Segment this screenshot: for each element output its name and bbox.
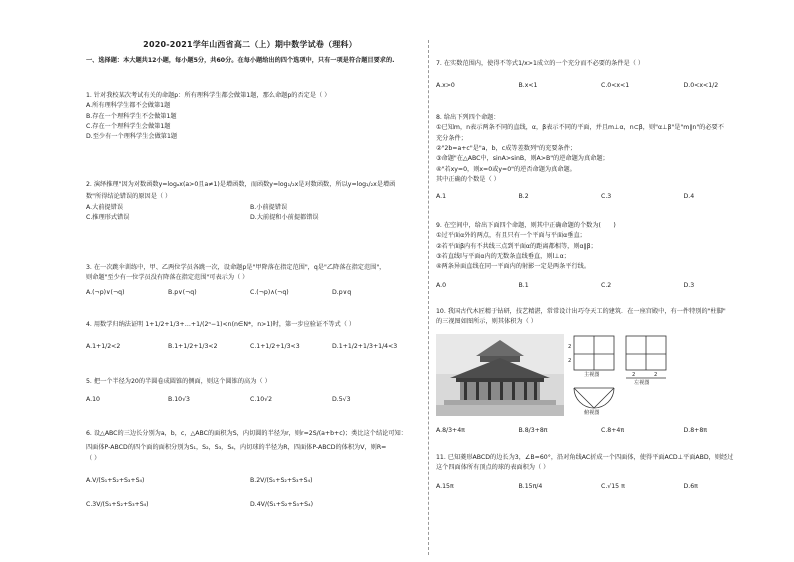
statement-2: ②"2b=a+c"是"a，b，c成等差数列"的充要条件； <box>436 145 577 153</box>
question-stem: 5. 把一个半径为20的半圆卷成圆锥的侧面，则这个圆锥的高为（ ） <box>86 378 271 385</box>
front-view-label: 主视图 <box>584 372 600 378</box>
option-b: B.2V/(S₁+S₂+S₃+S₄) <box>250 477 313 485</box>
statement-2: ②若平面β内有不共线三点到平面α的距离都相等，则α∥β； <box>436 242 597 250</box>
question-stem: 8. 给出下列四个命题： <box>436 114 500 121</box>
option-d: D.p∨q <box>332 288 352 296</box>
three-views <box>568 334 758 418</box>
question-stem-cont: 数"所得结论错误的原因是（ ） <box>86 193 172 201</box>
column-divider <box>428 40 429 555</box>
option-b: B.存在一个理科学生不会做第1题 <box>86 112 177 120</box>
side-view-label: 左视图 <box>634 380 650 386</box>
option-d: D.至少有一个理科学生会做第1题 <box>86 133 178 141</box>
option-d: D.4 <box>683 192 695 200</box>
option-b: B.15π/4 <box>518 482 543 490</box>
question-7 <box>436 60 766 91</box>
option-c: C.推理形式错误 <box>86 214 130 222</box>
question-8 <box>436 114 766 201</box>
palace-photo <box>436 334 564 416</box>
palace-illustration <box>436 334 564 416</box>
option-a: A.8/3+4π <box>436 426 465 434</box>
question-6 <box>86 430 414 512</box>
question-1 <box>86 92 414 144</box>
option-a: A.(¬p)∨(¬q) <box>86 288 125 296</box>
option-c: C.√15 π <box>601 482 625 490</box>
question-5 <box>86 378 414 405</box>
question-prompt: 其中正确的个数是（ ） <box>436 176 500 184</box>
question-11 <box>436 454 766 491</box>
option-d: D.0<x<1/2 <box>683 82 719 90</box>
section-heading: 一、选择题：本大题共12小题，每小题5分，共60分。在每小题给出的四个选项中，只有一项是符合题目要求的. <box>86 56 395 64</box>
option-d: D.1+1/2+1/3+1/4<3 <box>332 343 398 351</box>
option-c: C.0<x<1 <box>601 82 630 90</box>
question-2 <box>86 181 414 224</box>
question-stem: 1. 针对我校某次考试有关的命题p：所有理科学生都会做第1题，那么命题p的否定是（ ） <box>86 92 331 99</box>
question-stem: 4. 用数学归纳法证明 1+1/2+1/3+…+1/(2ⁿ−1)<n(n∈N*，n>1)时，第一步应验证不等式（ ） <box>86 321 356 328</box>
option-c: C.1+1/2+1/3<3 <box>250 343 300 351</box>
dim-label: 2 <box>654 372 658 378</box>
dim-label: 2 <box>632 372 636 378</box>
dim-label: 2 <box>568 344 572 350</box>
option-c: C.10√2 <box>250 396 273 404</box>
question-stem: 7. 在实数范围内，使得不等式1/x>1成立的一个充分而不必要的条件是（ ） <box>436 60 645 67</box>
question-10 <box>436 308 766 435</box>
top-view-label: 俯视图 <box>584 410 600 416</box>
question-figure <box>436 334 762 418</box>
question-4 <box>86 321 414 352</box>
exam-title: 2020-2021学年山西省高二（上）期中数学试卷（理科） <box>143 40 357 49</box>
option-c: C.(¬p)∧(¬q) <box>250 288 289 296</box>
dim-label: 2 <box>568 358 572 364</box>
statement-4: ④"若xy=0，则x=0或y=0"的逆否命题为真命题。 <box>436 165 576 173</box>
option-c: C.8+4π <box>601 426 625 434</box>
statement-1: ①过平面α外的两点，有且只有一个平面与平面α垂直； <box>436 232 586 240</box>
question-stem-cont: 的三视图如图所示，则其体积为（ ） <box>436 318 537 326</box>
option-d: D.8+8π <box>683 426 708 434</box>
question-stem: 9. 在空间中，给出下面四个命题，则其中正确命题的个数为( ) <box>436 222 616 229</box>
question-9 <box>436 222 766 290</box>
option-b: B.小前提错误 <box>250 203 288 211</box>
option-d: D.4V/(S₁+S₂+S₃+S₄) <box>250 501 313 509</box>
statement-4: ④两条异面直线在同一平面内的射影一定是两条平行线。 <box>436 263 591 271</box>
option-a: A.V/(S₁+S₂+S₃+S₄) <box>86 477 145 485</box>
option-b: B.p∨(¬q) <box>168 288 197 296</box>
option-c: C.3V/(S₁+S₂+S₃+S₄) <box>86 501 149 509</box>
option-b: B.x<1 <box>518 82 538 90</box>
option-a: A.1+1/2<2 <box>86 343 121 351</box>
left-column <box>86 40 414 509</box>
option-d: D.3 <box>683 281 695 289</box>
option-a: A.x>0 <box>436 82 455 90</box>
option-d: D.5√3 <box>332 396 351 404</box>
question-stem: 2. 演绎推理"因为对数函数y=logₐx(a>0且a≠1)是增函数，而函数y=log₁/₂x是对数函数，所以y=log₁/₂x是增函 <box>86 181 396 188</box>
option-b: B.2 <box>518 192 529 200</box>
option-b: B.1 <box>518 281 529 289</box>
question-3 <box>86 264 414 297</box>
question-stem: 11. 已知菱形ABCD的边长为3，∠B=60°，沿对角线AC折成一个四面体，使得平面ACD⊥平面ABD，则经过 <box>436 454 734 461</box>
statement-3: ③命题"在△ABC中，sinA>sinB，则A>B"的逆命题为真命题； <box>436 155 609 163</box>
option-a: A.0 <box>436 281 447 289</box>
option-b: B.1+1/2+1/3<2 <box>168 343 218 351</box>
question-stem-cont: 四面体P-ABCD的四个面的面积分别为S₁，S₂，S₃，S₄，内切球的半径为R，四面体P-ABCD的体积为V，则R= <box>86 444 387 452</box>
question-stem-cont: 这个四面体所有顶点的球的表面积为（ ） <box>436 464 550 472</box>
statement-3: ③若直线l与平面α内的无数条直线垂直，则l⊥α； <box>436 253 570 261</box>
question-stem: 3. 在一次跳伞训练中，甲、乙两位学员各跳一次，设命题p是"甲降落在指定范围"，q是"乙降落在指定范围"， <box>86 264 386 271</box>
question-stem: 10. 我国古代木匠精于钻研，技艺精湛，常常设计出巧夺天工的建筑．在一座宫殿中，有一件特别的"柱脚" <box>436 308 726 315</box>
statement-1-cont: 充分条件； <box>436 134 467 142</box>
option-a: A.1 <box>436 192 447 200</box>
option-a: A.所有理科学生都不会做第1题 <box>86 102 171 110</box>
option-c: C.3 <box>601 192 612 200</box>
option-c: C.存在一个理科学生会做第1题 <box>86 123 171 131</box>
option-b: B.10√3 <box>168 396 190 404</box>
option-d: D.大前提和小前提都错误 <box>250 214 319 222</box>
option-a: A.15π <box>436 482 454 490</box>
option-c: C.2 <box>601 281 612 289</box>
question-stem-cont: 则命题"至少有一位学员没有降落在指定范围"可表示为（ ） <box>86 274 249 282</box>
option-a: A.大前提错误 <box>86 203 124 211</box>
option-d: D.6π <box>683 482 698 490</box>
option-a: A.10 <box>86 396 100 404</box>
question-stem: 6. 设△ABC的三边长分别为a，b，c，△ABC的面积为S，内切圆的半径为r，则r=2S/(a+b+c)；类比这个结论可知： <box>86 430 407 437</box>
question-stem-end: （ ） <box>86 454 101 462</box>
statement-1: ①已知m，n表示两条不同的直线，α，β表示不同的平面，并且m⊥α，n⊂β，则"α⊥β"是"m∥n"的必要不 <box>436 124 724 132</box>
option-b: B.8/3+8π <box>518 426 548 434</box>
